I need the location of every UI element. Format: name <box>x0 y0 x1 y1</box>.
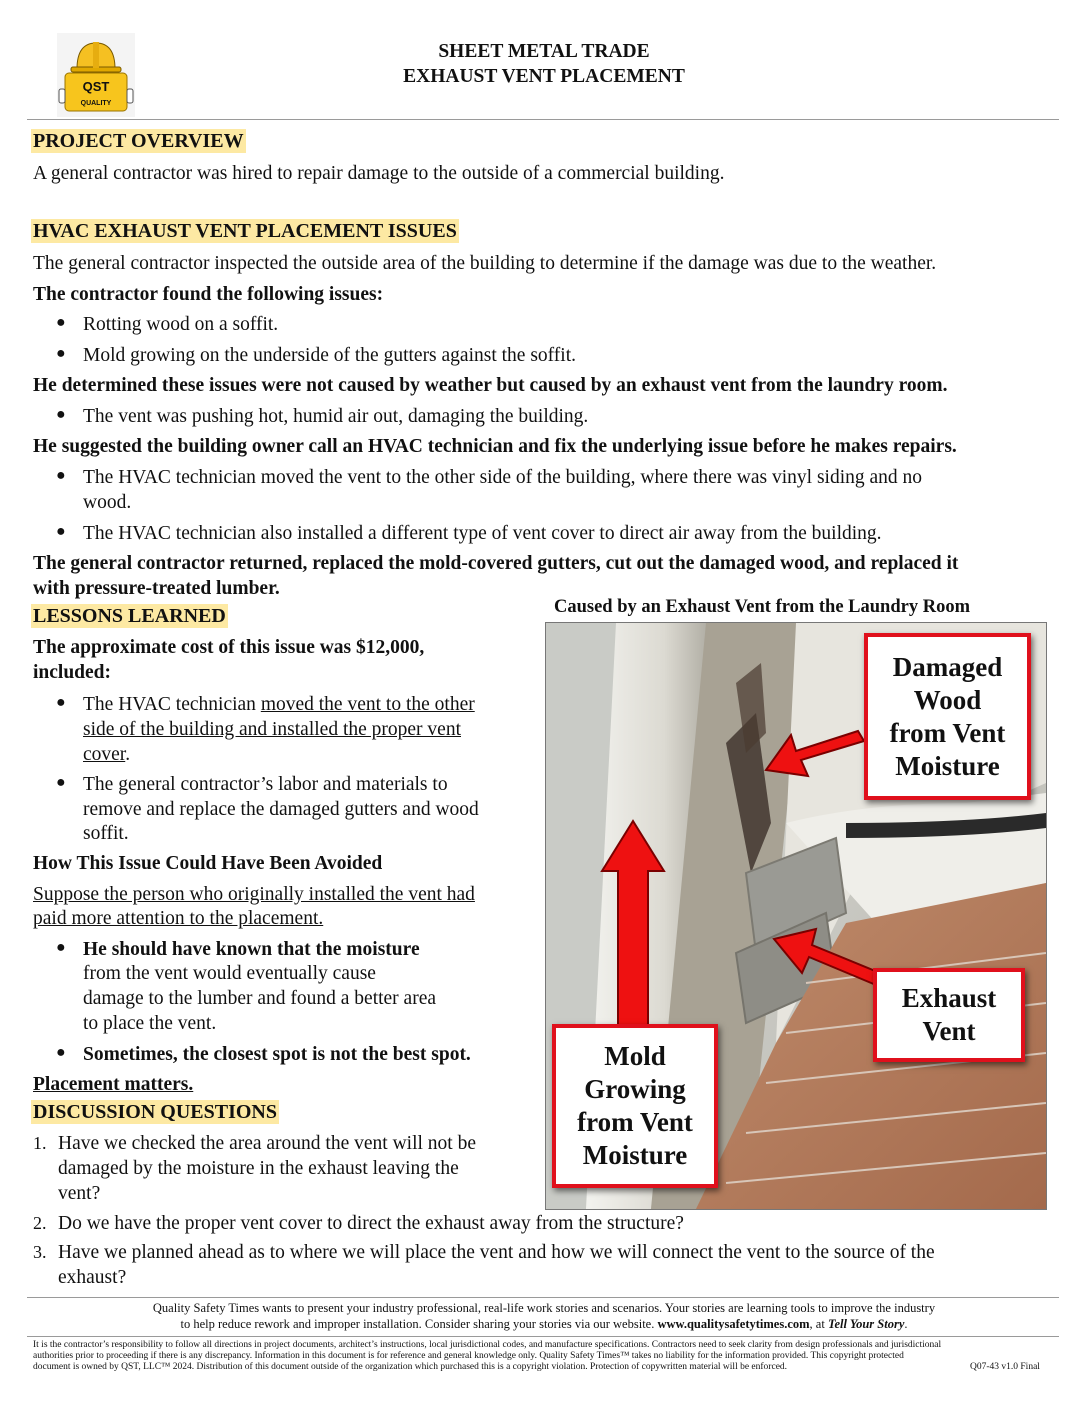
lessons-bullet-closest: Sometimes, the closest spot is not the best spot. <box>83 1044 471 1065</box>
issues-returned-1: The general contractor returned, replaced the mold-covered gutters, cut out the damaged wood, and replaced it <box>33 553 959 574</box>
lessons-bullet-known-3: damage to the lumber and found a better area <box>83 988 437 1009</box>
issues-determined: He determined these issues were not caused by weather but caused by an exhaust vent from the laundry room. <box>33 375 948 396</box>
disclaimer-line3: document is owned by QST, LLC™ 2024. Distribution of this document outside of the organization which purchased this is a copyright violation. Protection of copywritten material will be enforced. <box>33 1362 788 1372</box>
logo-sub-text: QUALITY <box>80 100 112 107</box>
question-1-line3: vent? <box>58 1183 101 1204</box>
issue-bullet-moved-1: The HVAC technician moved the vent to the other side of the building, where there was vinyl siding and no <box>83 467 923 488</box>
disclaimer-line2: authorities prior to proceeding if there is any discrepancy. Information in this document is for reference and general knowledge only. Quality Safety Times™ takes no liability for the information provided. This copyright protected <box>33 1351 904 1361</box>
label-damaged-wood: Damaged Wood from Vent Moisture <box>864 633 1031 800</box>
bullet-icon: ● <box>56 1044 66 1061</box>
header-divider <box>27 119 1059 120</box>
issue-bullet-rotting: Rotting wood on a soffit. <box>83 314 279 335</box>
bullet-icon: ● <box>56 314 66 331</box>
issue-bullet-mold: Mold growing on the underside of the gutters against the soffit. <box>83 345 577 366</box>
figure-caption: Caused by an Exhaust Vent from the Laundry Room <box>554 597 970 617</box>
issue-bullet-vent: The vent was pushing hot, humid air out, damaging the building. <box>83 406 589 427</box>
lessons-bullet-hvac-3: cover. <box>83 744 131 765</box>
lessons-bullet-gc-2: remove and replace the damaged gutters and wood <box>83 799 479 820</box>
bullet-icon: ● <box>56 467 66 484</box>
logo-badge-text: QST <box>82 79 110 94</box>
label-mold-growing: Mold Growing from Vent Moisture <box>552 1024 718 1188</box>
bullet-icon: ● <box>56 406 66 423</box>
bullet-icon: ● <box>56 694 66 711</box>
page-title-line1: SHEET METAL TRADE <box>438 41 650 62</box>
bullet-icon: ● <box>56 523 66 540</box>
lessons-bullet-gc-1: The general contractor’s labor and materials to <box>83 774 448 795</box>
avoided-heading: How This Issue Could Have Been Avoided <box>33 853 383 874</box>
issues-intro: The general contractor inspected the outside area of the building to determine if the damage was due to the weather. <box>33 253 937 274</box>
question-number: 3. <box>33 1242 47 1262</box>
lessons-bullet-known-1: He should have known that the moisture <box>83 939 420 960</box>
version-label: Q07-43 v1.0 Final <box>970 1362 1040 1372</box>
lessons-cost-1: The approximate cost of this issue was $12,000, <box>33 637 425 658</box>
suppose-line-1: Suppose the person who originally installed the vent had <box>33 884 475 905</box>
section-heading-discussion: DISCUSSION QUESTIONS <box>33 1101 277 1123</box>
page-title-line2: EXHAUST VENT PLACEMENT <box>403 66 685 87</box>
question-2: Do we have the proper vent cover to direct the exhaust away from the structure? <box>58 1213 684 1234</box>
disclaimer-line1: It is the contractor’s responsibility to follow all directions in project documents, architect’s instructions, local jurisdictional codes, and manufacture specifications. Contractors need to seek clarity from design professionals and jurisdictional <box>33 1340 942 1350</box>
lessons-bullet-hvac-1: The HVAC technician moved the vent to the other <box>83 694 475 715</box>
section-heading-issues: HVAC EXHAUST VENT PLACEMENT ISSUES <box>33 220 457 242</box>
issues-found: The contractor found the following issues: <box>33 284 384 305</box>
footer-line2: to help reduce rework and improper installation. Consider sharing your stories via our website. www.qualitysafetytimes.com, at Tell Your Story. <box>180 1317 908 1331</box>
lessons-bullet-known-4: to place the vent. <box>83 1013 217 1034</box>
question-number: 2. <box>33 1213 47 1233</box>
question-1-line1: Have we checked the area around the vent will not be <box>58 1133 476 1154</box>
suppose-line-2: paid more attention to the placement. <box>33 908 324 929</box>
bullet-icon: ● <box>56 345 66 362</box>
section-heading-lessons: LESSONS LEARNED <box>33 605 226 627</box>
issues-suggested: He suggested the building owner call an HVAC technician and fix the underlying issue before he makes repairs. <box>33 436 957 457</box>
question-number: 1. <box>33 1133 47 1153</box>
question-3-line2: exhaust? <box>58 1267 127 1288</box>
section-heading-overview: PROJECT OVERVIEW <box>33 130 244 152</box>
footer-divider-bottom <box>27 1336 1059 1337</box>
overview-text: A general contractor was hired to repair damage to the outside of a commercial building. <box>33 163 725 184</box>
label-exhaust-vent: Exhaust Vent <box>873 968 1025 1062</box>
placement-matters: Placement matters. <box>33 1074 194 1095</box>
issues-returned-2: with pressure-treated lumber. <box>33 578 280 599</box>
lessons-bullet-hvac-2: side of the building and installed the proper vent <box>83 719 461 740</box>
question-1-line2: damaged by the moisture in the exhaust leaving the <box>58 1158 459 1179</box>
footer-website-link[interactable]: www.qualitysafetytimes.com <box>657 1317 810 1331</box>
bullet-icon: ● <box>56 774 66 791</box>
footer-divider-top <box>27 1297 1059 1298</box>
lessons-bullet-known-2: from the vent would eventually cause <box>83 963 376 984</box>
bullet-icon: ● <box>56 939 66 956</box>
tell-your-story-link[interactable]: Tell Your Story <box>827 1317 905 1331</box>
question-3-line1: Have we planned ahead as to where we will place the vent and how we will connect the vent to the source of the <box>58 1242 935 1263</box>
issue-bullet-cover: The HVAC technician also installed a different type of vent cover to direct air away from the building. <box>83 523 882 544</box>
issue-bullet-moved-2: wood. <box>83 492 132 513</box>
footer-line1: Quality Safety Times wants to present your industry professional, real-life work stories and scenarios. Your stories are learning tools to improve the industry <box>152 1301 936 1315</box>
lessons-bullet-gc-3: soffit. <box>83 823 129 844</box>
lessons-cost-2: included: <box>33 662 112 683</box>
